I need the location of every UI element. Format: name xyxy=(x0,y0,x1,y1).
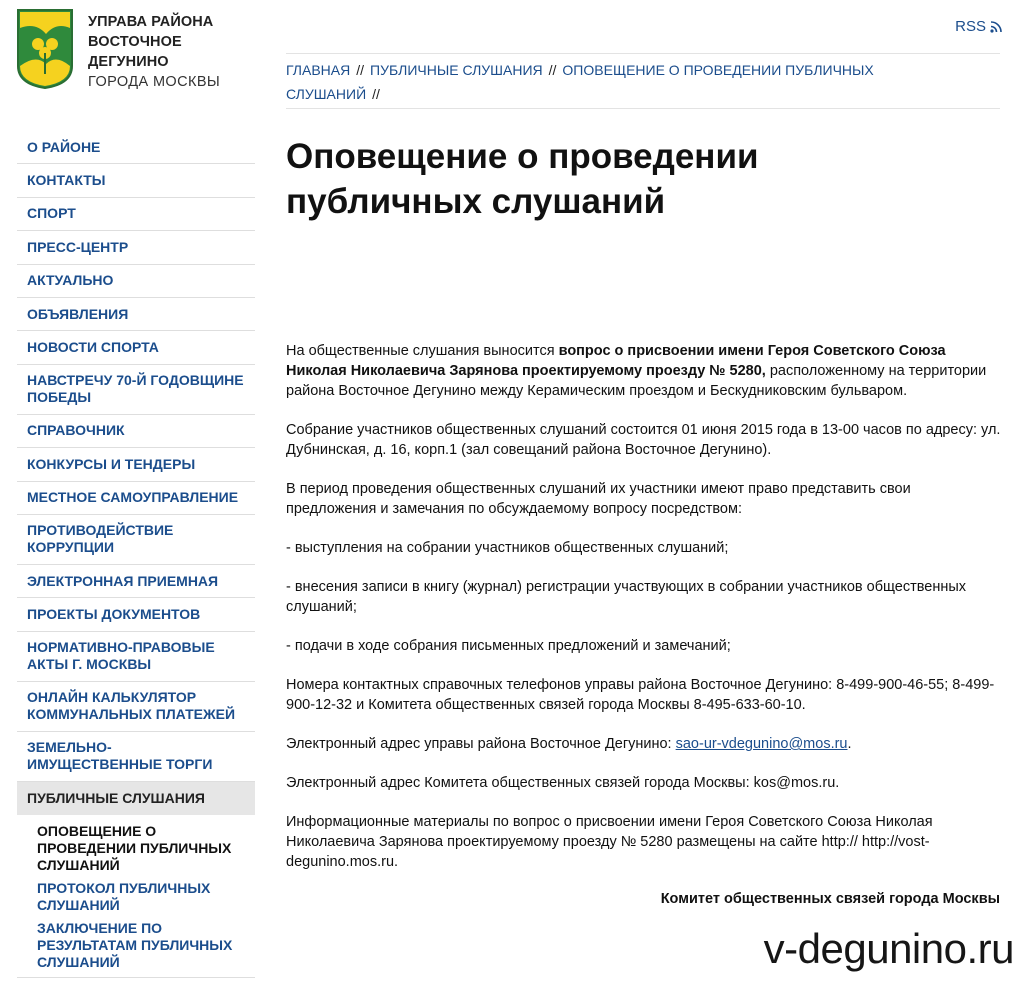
paragraph-rights: В период проведения общественных слушаний их участники имеют право представить свои предложения и замечания по обсуждаемому вопросу посредством: xyxy=(286,481,911,517)
email-link[interactable]: sao-ur-vdegunino@mos.ru xyxy=(675,736,848,752)
list-item-registration: - внесения записи в книгу (журнал) регистрации участвующих в собрании участников общественных слушаний; xyxy=(286,579,967,615)
paragraph-materials: Информационные материалы по вопрос о присвоении имени Героя Советского Союза Николая Николаевича Зарянова проектируемому проезду № 5280 размещены на сайте http:// http://vost-degunino.mos.ru. xyxy=(286,814,933,870)
logo-title-line1: УПРАВА РАЙОНА xyxy=(88,14,214,30)
sidebar-item-tenders[interactable]: КОНКУРСЫ И ТЕНДЕРЫ xyxy=(17,448,255,481)
sidebar-item-anticorruption[interactable]: ПРОТИВОДЕЙСТВИЕ КОРРУПЦИИ xyxy=(17,515,255,565)
logo-title-line2: ВОСТОЧНОЕ ДЕГУНИНО xyxy=(88,34,182,70)
sidebar-item-utility-calculator[interactable]: ОНЛАЙН КАЛЬКУЛЯТОР КОММУНАЛЬНЫХ ПЛАТЕЖЕЙ xyxy=(17,682,255,732)
sidebar-item-actual[interactable]: АКТУАЛЬНО xyxy=(17,265,255,298)
sidebar-item-land-auctions[interactable]: ЗЕМЕЛЬНО-ИМУЩЕСТВЕННЫЕ ТОРГИ xyxy=(17,732,255,782)
text-span: Электронный адрес управы района Восточное Дегунино: xyxy=(286,736,676,752)
logo-shield-icon xyxy=(16,8,74,90)
subnav-item-hearing-notice[interactable]: ОПОВЕЩЕНИЕ О ПРОВЕДЕНИИ ПУБЛИЧНЫХ СЛУШАНИЙ xyxy=(37,823,232,874)
bold-subject: вопрос о присвоении имени Героя Советского Союза Николая Николаевича Зарянова проектируемому проезду № 5280, xyxy=(286,343,946,379)
sidebar-item-local-government[interactable]: МЕСТНОЕ САМОУПРАВЛЕНИЕ xyxy=(17,482,255,515)
rss-icon xyxy=(990,21,1002,33)
rss-link[interactable] xyxy=(955,18,1002,35)
paragraph-email-uprava xyxy=(286,734,1004,754)
sidebar-item-announcements[interactable]: ОБЪЯВЛЕНИЯ xyxy=(17,298,255,331)
list-item-written: - подачи в ходе собрания письменных предложений и замечаний; xyxy=(286,638,731,654)
header-divider xyxy=(286,53,1000,54)
sidebar-divider xyxy=(17,977,255,978)
text-span: расположенному на территории района Восточное Дегунино между Керамическим проездом и Бескудниковским бульваром. xyxy=(286,363,987,399)
sidebar-item-e-reception[interactable]: ЭЛЕКТРОННАЯ ПРИЕМНАЯ xyxy=(17,565,255,598)
breadcrumb-public-hearings[interactable]: ПУБЛИЧНЫЕ СЛУШАНИЯ xyxy=(370,62,543,78)
watermark: v-degunino.ru xyxy=(763,925,1014,972)
sidebar-item-contacts[interactable]: КОНТАКТЫ xyxy=(17,164,255,197)
signature: Комитет общественных связей города Москвы xyxy=(660,891,1000,907)
sidebar-item-legal-acts[interactable]: НОРМАТИВНО-ПРАВОВЫЕ АКТЫ Г. МОСКВЫ xyxy=(17,632,255,682)
page-title: Оповещение о проведении публичных слушаний xyxy=(286,137,759,221)
sidebar-nav xyxy=(17,131,255,978)
sidebar-subnav xyxy=(17,815,255,971)
text-span: На общественные слушания выносится xyxy=(286,343,559,359)
paragraph-intro xyxy=(286,341,1004,401)
sidebar-item-draft-documents[interactable]: ПРОЕКТЫ ДОКУМЕНТОВ xyxy=(17,598,255,631)
rss-label: RSS xyxy=(955,18,986,35)
sidebar-item-public-hearings[interactable]: ПУБЛИЧНЫЕ СЛУШАНИЯ xyxy=(17,782,255,815)
breadcrumb-home[interactable]: ГЛАВНАЯ xyxy=(286,62,351,78)
paragraph-email-committee: Электронный адрес Комитета общественных связей города Москвы: kos@mos.ru. xyxy=(286,775,840,791)
breadcrumb xyxy=(286,58,926,106)
article-body xyxy=(286,341,1004,928)
sidebar-item-sport-news[interactable]: НОВОСТИ СПОРТА xyxy=(17,331,255,364)
breadcrumb-separator: // xyxy=(356,62,364,78)
sidebar-item-directory[interactable]: СПРАВОЧНИК xyxy=(17,415,255,448)
sidebar-item-sport[interactable]: СПОРТ xyxy=(17,198,255,231)
breadcrumb-separator: // xyxy=(548,62,557,78)
list-item-speech: - выступления на собрании участников общественных слушаний; xyxy=(286,540,729,556)
paragraph-phones: Номера контактных справочных телефонов управы района Восточное Дегунино: 8-499-900-46-55; 8-499-900-12-32 и Комитета общественных связей города Москвы 8-495-633-60-10. xyxy=(286,677,995,713)
subnav-item-hearing-protocol[interactable]: ПРОТОКОЛ ПУБЛИЧНЫХ СЛУШАНИЙ xyxy=(37,880,211,914)
sidebar-item-about[interactable]: О РАЙОНЕ xyxy=(17,131,255,164)
logo-title-line3: ГОРОДА МОСКВЫ xyxy=(88,74,221,90)
breadcrumb-separator: // xyxy=(372,86,380,102)
site-logo[interactable] xyxy=(16,8,266,92)
breadcrumb-divider xyxy=(286,108,1000,109)
paragraph-meeting: Собрание участников общественных слушаний состоится 01 июня 2015 года в 13-00 часов по адресу: ул. Дубнинская, д. 16, корп.1 (зал совещаний района Восточное Дегунино). xyxy=(286,422,1001,458)
sidebar-item-press-center[interactable]: ПРЕСС-ЦЕНТР xyxy=(17,231,255,264)
text-span: . xyxy=(847,736,852,752)
breadcrumb-current[interactable]: ОПОВЕЩЕНИЕ О ПРОВЕДЕНИИ ПУБЛИЧНЫХ СЛУШАНИЙ xyxy=(286,62,874,102)
subnav-item-hearing-conclusion[interactable]: ЗАКЛЮЧЕНИЕ ПО РЕЗУЛЬТАТАМ ПУБЛИЧНЫХ СЛУШАНИЙ xyxy=(37,920,233,971)
sidebar-item-victory-70[interactable]: НАВСТРЕЧУ 70-Й ГОДОВЩИНЕ ПОБЕДЫ xyxy=(17,365,255,415)
